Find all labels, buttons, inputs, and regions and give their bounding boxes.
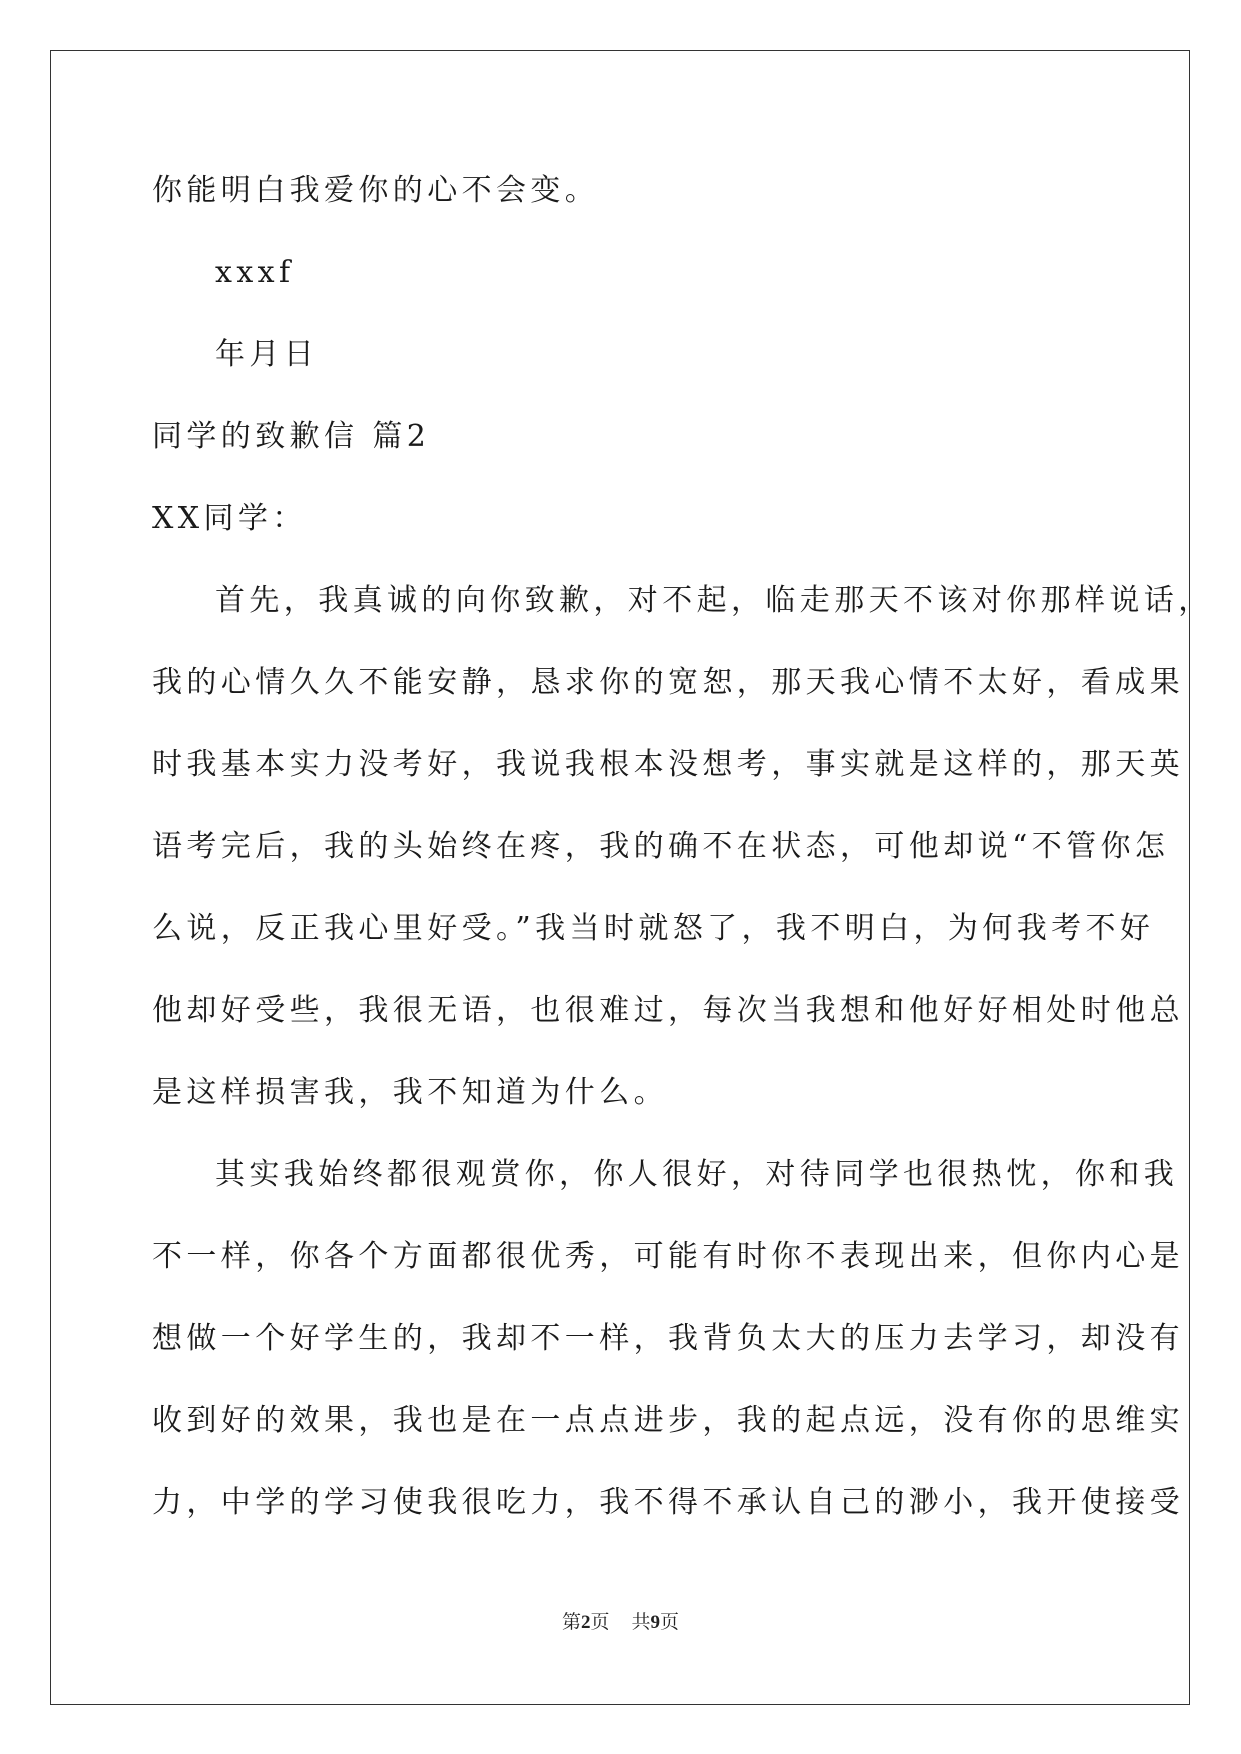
total-page-number: 9 <box>650 1612 661 1633</box>
signature-line: xxxf <box>215 255 295 290</box>
salutation-line: XX同学： <box>152 501 307 536</box>
text-line: 不一样，你各个方面都很优秀，可能有时你不表现出来，但你内心是 <box>152 1239 1184 1274</box>
date-line: 年月日 <box>215 337 319 372</box>
footer-prefix: 第 <box>561 1611 581 1633</box>
text-line: 力，中学的学习使我很吃力，我不得不承认自己的渺小，我开使接受 <box>152 1485 1184 1520</box>
section-heading: 同学的致歉信 篇2 <box>152 419 431 454</box>
text-line: 时我基本实力没考好，我说我根本没想考，事实就是这样的，那天英 <box>152 747 1184 782</box>
text-line: 语考完后，我的头始终在疼，我的确不在状态，可他却说“不管你怎 <box>152 829 1170 864</box>
footer-page-label: 页 <box>590 1611 610 1633</box>
footer-suffix: 页 <box>660 1611 680 1633</box>
text-line: 他却好受些，我很无语，也很难过，每次当我想和他好好相处时他总 <box>152 993 1184 1028</box>
document-body <box>152 160 1213 1554</box>
page-footer <box>0 1610 1241 1635</box>
footer-total-prefix: 共 <box>631 1611 651 1633</box>
text-line: 你能明白我爱你的心不会变。 <box>152 173 600 208</box>
text-line: 想做一个好学生的，我却不一样，我背负太大的压力去学习，却没有 <box>152 1321 1184 1356</box>
text-line: 首先，我真诚的向你致歉，对不起，临走那天不该对你那样说话， <box>215 583 1213 618</box>
text-line: 是这样损害我，我不知道为什么。 <box>152 1075 668 1110</box>
text-line: 其实我始终都很观赏你，你人很好，对待同学也很热忱，你和我 <box>215 1157 1179 1192</box>
text-line: 收到好的效果，我也是在一点点进步，我的起点远，没有你的思维实 <box>152 1403 1184 1438</box>
text-line: 我的心情久久不能安静，恳求你的宽恕，那天我心情不太好，看成果 <box>152 665 1184 700</box>
current-page-number: 2 <box>580 1612 591 1633</box>
text-line: 么说，反正我心里好受。”我当时就怒了，我不明白，为何我考不好 <box>152 911 1155 946</box>
